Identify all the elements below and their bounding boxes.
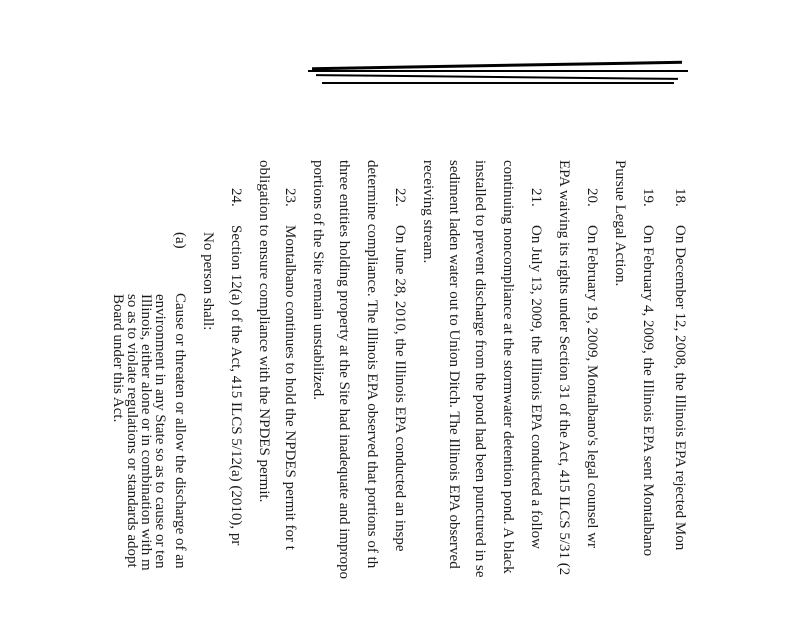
line-text: Montalbano continues to hold the NPDES permit for t — [282, 224, 298, 550]
line-text: determine compliance. The Illinois EPA observed that portions of th — [364, 160, 380, 569]
line-text: environment in any State so as to cause or ten — [152, 294, 168, 569]
para-number: 22. — [392, 188, 408, 207]
doc-line — [110, 294, 125, 422]
para-number: 21. — [528, 188, 544, 207]
doc-line — [228, 188, 243, 545]
line-text: EPA waiving its rights under Section 31 of the Act, 415 ILCS 5/31 (2 — [556, 160, 572, 576]
doc-line — [472, 160, 487, 578]
doc-line — [124, 294, 139, 568]
line-text: sediment laden water out to Union Ditch. The Illinois EPA observed — [446, 160, 462, 569]
line-text: On February 19, 2009, Montalbano's legal counsel wr — [584, 224, 600, 548]
doc-line — [612, 160, 627, 286]
line-text: No person shall: — [200, 232, 216, 331]
doc-line — [420, 160, 435, 263]
para-number: 23. — [282, 188, 298, 207]
line-text: On June 28, 2010, the Illinois EPA conducted an inspe — [392, 224, 408, 552]
line-text: Section 12(a) of the Act, 415 ILCS 5/12(a) (2010), pr — [228, 224, 244, 546]
doc-line — [256, 160, 271, 502]
line-text: obligation to ensure compliance with the NPDES permit. — [256, 160, 272, 503]
para-number: 24. — [228, 188, 244, 207]
line-text: Illinois, either alone or in combination with m — [138, 294, 154, 571]
line-text: receiving stream. — [420, 160, 436, 264]
redaction-mark — [316, 74, 678, 80]
redaction-mark — [322, 82, 674, 84]
line-text: installed to prevent discharge from the pond had been punctured in se — [472, 160, 488, 578]
doc-line — [640, 188, 655, 556]
doc-line — [200, 232, 215, 330]
para-number: 18. — [672, 188, 688, 207]
line-text: Pursue Legal Action. — [612, 160, 628, 287]
doc-line — [500, 160, 515, 574]
doc-line — [556, 160, 571, 575]
doc-line — [446, 160, 461, 569]
para-number: 20. — [584, 188, 600, 207]
line-text: On December 12, 2008, the Illinois EPA rejected Mon — [672, 224, 688, 550]
doc-line — [138, 294, 153, 571]
line-text: On July 13, 2009, the Illinois EPA conducted a follow — [528, 224, 544, 549]
redaction-mark — [308, 70, 688, 72]
doc-line — [584, 188, 599, 548]
doc-line — [172, 232, 187, 568]
doc-line — [152, 294, 167, 569]
line-text: continuing noncompliance at the stormwater detention pond. A black — [500, 160, 516, 574]
doc-line — [392, 188, 407, 551]
doc-line — [282, 188, 297, 550]
para-number: (a) — [172, 232, 188, 249]
doc-line — [364, 160, 379, 568]
line-text: Board under this Act. — [110, 294, 126, 423]
redaction-mark — [312, 61, 682, 70]
doc-line — [528, 188, 543, 549]
doc-line — [672, 188, 687, 550]
doc-line — [310, 160, 325, 400]
line-text: portions of the Site remain unstabilized. — [310, 160, 326, 400]
para-number: 19. — [640, 188, 656, 207]
line-text: On February 4, 2009, the Illinois EPA sent Montalbano — [640, 224, 656, 556]
line-text: Cause or threaten or allow the discharge of an — [172, 292, 188, 569]
doc-line — [336, 160, 351, 579]
line-text: so as to violate regulations or standards adopt — [124, 294, 140, 568]
line-text: three entities holding property at the Site had inadequate and impropo — [336, 160, 352, 580]
